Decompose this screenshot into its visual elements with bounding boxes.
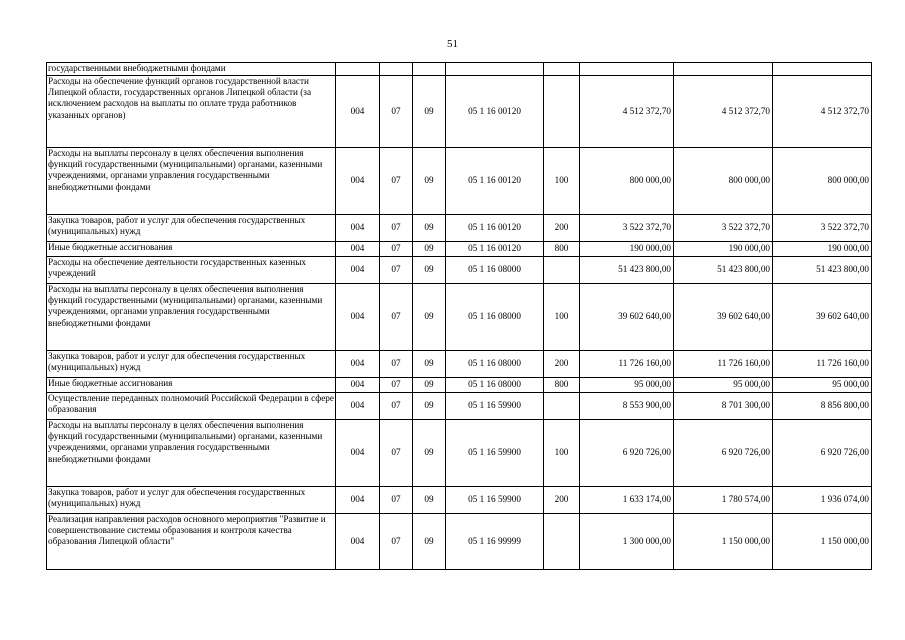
expense-name: Реализация направления расходов основного мероприятия "Развитие и совершенствование системы образования и контроля качества образования Липецкой области" — [47, 514, 336, 570]
amount-year-1: 39 602 640,00 — [580, 284, 674, 351]
page-number: 51 — [447, 38, 458, 50]
expense-name: государственными внебюджетными фондами — [47, 63, 336, 76]
expense-type: 800 — [544, 378, 580, 393]
target-article: 05 1 16 00120 — [446, 242, 544, 257]
amount-year-3: 11 726 160,00 — [773, 351, 872, 378]
table-row — [47, 257, 872, 284]
amount-year-2: 190 000,00 — [674, 242, 773, 257]
subsection-code: 09 — [413, 148, 446, 215]
section-code: 07 — [380, 148, 413, 215]
amount-year-2: 8 701 300,00 — [674, 393, 773, 420]
department-code: 004 — [336, 351, 380, 378]
table-row — [47, 393, 872, 420]
subsection-code — [413, 63, 446, 76]
amount-year-3: 190 000,00 — [773, 242, 872, 257]
amount-year-3: 6 920 726,00 — [773, 420, 872, 487]
subsection-code: 09 — [413, 420, 446, 487]
target-article: 05 1 16 00120 — [446, 215, 544, 242]
section-code: 07 — [380, 420, 413, 487]
target-article: 05 1 16 00120 — [446, 148, 544, 215]
subsection-code: 09 — [413, 242, 446, 257]
amount-year-3: 8 856 800,00 — [773, 393, 872, 420]
amount-year-1: 51 423 800,00 — [580, 257, 674, 284]
expense-type: 100 — [544, 284, 580, 351]
table-row — [47, 351, 872, 378]
table-body — [47, 63, 872, 570]
expense-type — [544, 76, 580, 148]
target-article: 05 1 16 59900 — [446, 487, 544, 514]
expense-type — [544, 257, 580, 284]
section-code: 07 — [380, 487, 413, 514]
amount-year-3: 1 936 074,00 — [773, 487, 872, 514]
department-code: 004 — [336, 393, 380, 420]
expense-name: Расходы на выплаты персоналу в целях обеспечения выполнения функций государственными (муниципальными) органами, казенными учреждениями, органами управления государственными внебюджетными фондами — [47, 284, 336, 351]
table-row — [47, 487, 872, 514]
expense-name: Иные бюджетные ассигнования — [47, 378, 336, 393]
target-article — [446, 63, 544, 76]
expense-type — [544, 63, 580, 76]
target-article: 05 1 16 99999 — [446, 514, 544, 570]
section-code: 07 — [380, 76, 413, 148]
table-row — [47, 63, 872, 76]
amount-year-2 — [674, 63, 773, 76]
budget-table — [46, 62, 872, 570]
expense-name: Закупка товаров, работ и услуг для обеспечения государственных (муниципальных) нужд — [47, 351, 336, 378]
amount-year-2: 39 602 640,00 — [674, 284, 773, 351]
amount-year-1: 95 000,00 — [580, 378, 674, 393]
amount-year-3: 1 150 000,00 — [773, 514, 872, 570]
amount-year-3 — [773, 63, 872, 76]
expense-type: 100 — [544, 420, 580, 487]
amount-year-1: 8 553 900,00 — [580, 393, 674, 420]
subsection-code: 09 — [413, 257, 446, 284]
department-code: 004 — [336, 76, 380, 148]
subsection-code: 09 — [413, 393, 446, 420]
amount-year-2: 1 780 574,00 — [674, 487, 773, 514]
amount-year-3: 95 000,00 — [773, 378, 872, 393]
table-row — [47, 76, 872, 148]
section-code: 07 — [380, 351, 413, 378]
department-code — [336, 63, 380, 76]
department-code: 004 — [336, 487, 380, 514]
amount-year-3: 4 512 372,70 — [773, 76, 872, 148]
table-row — [47, 215, 872, 242]
section-code: 07 — [380, 215, 413, 242]
expense-name: Расходы на обеспечение деятельности государственных казенных учреждений — [47, 257, 336, 284]
amount-year-2: 1 150 000,00 — [674, 514, 773, 570]
section-code: 07 — [380, 393, 413, 420]
subsection-code: 09 — [413, 487, 446, 514]
amount-year-3: 800 000,00 — [773, 148, 872, 215]
target-article: 05 1 16 08000 — [446, 257, 544, 284]
expense-type — [544, 514, 580, 570]
section-code: 07 — [380, 514, 413, 570]
table-row — [47, 420, 872, 487]
expense-name: Закупка товаров, работ и услуг для обеспечения государственных (муниципальных) нужд — [47, 487, 336, 514]
table-row — [47, 514, 872, 570]
target-article: 05 1 16 08000 — [446, 378, 544, 393]
expense-type: 200 — [544, 487, 580, 514]
amount-year-1 — [580, 63, 674, 76]
amount-year-2: 11 726 160,00 — [674, 351, 773, 378]
expense-type: 800 — [544, 242, 580, 257]
table-row — [47, 284, 872, 351]
target-article: 05 1 16 00120 — [446, 76, 544, 148]
expense-type: 200 — [544, 351, 580, 378]
target-article: 05 1 16 59900 — [446, 393, 544, 420]
expense-name: Расходы на выплаты персоналу в целях обеспечения выполнения функций государственными (муниципальными) органами, казенными учреждениями, органами управления государственными внебюджетными фондами — [47, 148, 336, 215]
amount-year-1: 1 633 174,00 — [580, 487, 674, 514]
subsection-code: 09 — [413, 284, 446, 351]
amount-year-1: 3 522 372,70 — [580, 215, 674, 242]
amount-year-2: 4 512 372,70 — [674, 76, 773, 148]
expense-name: Закупка товаров, работ и услуг для обеспечения государственных (муниципальных) нужд — [47, 215, 336, 242]
amount-year-2: 6 920 726,00 — [674, 420, 773, 487]
expense-type — [544, 393, 580, 420]
amount-year-1: 4 512 372,70 — [580, 76, 674, 148]
section-code: 07 — [380, 242, 413, 257]
expense-name: Расходы на выплаты персоналу в целях обеспечения выполнения функций государственными (муниципальными) органами, казенными учреждениями, органами управления государственными внебюджетными фондами — [47, 420, 336, 487]
department-code: 004 — [336, 378, 380, 393]
subsection-code: 09 — [413, 215, 446, 242]
amount-year-3: 39 602 640,00 — [773, 284, 872, 351]
amount-year-2: 51 423 800,00 — [674, 257, 773, 284]
subsection-code: 09 — [413, 351, 446, 378]
section-code — [380, 63, 413, 76]
department-code: 004 — [336, 242, 380, 257]
table-row — [47, 242, 872, 257]
department-code: 004 — [336, 215, 380, 242]
department-code: 004 — [336, 514, 380, 570]
department-code: 004 — [336, 257, 380, 284]
target-article: 05 1 16 08000 — [446, 284, 544, 351]
subsection-code: 09 — [413, 514, 446, 570]
department-code: 004 — [336, 420, 380, 487]
amount-year-1: 1 300 000,00 — [580, 514, 674, 570]
expense-name: Расходы на обеспечение функций органов государственной власти Липецкой области, государственных органов Липецкой области (за исключением расходов на выплаты по оплате труда работников указанных органов) — [47, 76, 336, 148]
subsection-code: 09 — [413, 76, 446, 148]
subsection-code: 09 — [413, 378, 446, 393]
table-row — [47, 148, 872, 215]
section-code: 07 — [380, 284, 413, 351]
section-code: 07 — [380, 257, 413, 284]
department-code: 004 — [336, 148, 380, 215]
amount-year-1: 190 000,00 — [580, 242, 674, 257]
expense-type: 100 — [544, 148, 580, 215]
amount-year-3: 51 423 800,00 — [773, 257, 872, 284]
amount-year-2: 800 000,00 — [674, 148, 773, 215]
section-code: 07 — [380, 378, 413, 393]
table-row — [47, 378, 872, 393]
department-code: 004 — [336, 284, 380, 351]
amount-year-3: 3 522 372,70 — [773, 215, 872, 242]
amount-year-1: 6 920 726,00 — [580, 420, 674, 487]
target-article: 05 1 16 59900 — [446, 420, 544, 487]
target-article: 05 1 16 08000 — [446, 351, 544, 378]
amount-year-1: 800 000,00 — [580, 148, 674, 215]
amount-year-2: 95 000,00 — [674, 378, 773, 393]
expense-type: 200 — [544, 215, 580, 242]
expense-name: Осуществление переданных полномочий Российской Федерации в сфере образования — [47, 393, 336, 420]
amount-year-1: 11 726 160,00 — [580, 351, 674, 378]
amount-year-2: 3 522 372,70 — [674, 215, 773, 242]
expense-name: Иные бюджетные ассигнования — [47, 242, 336, 257]
